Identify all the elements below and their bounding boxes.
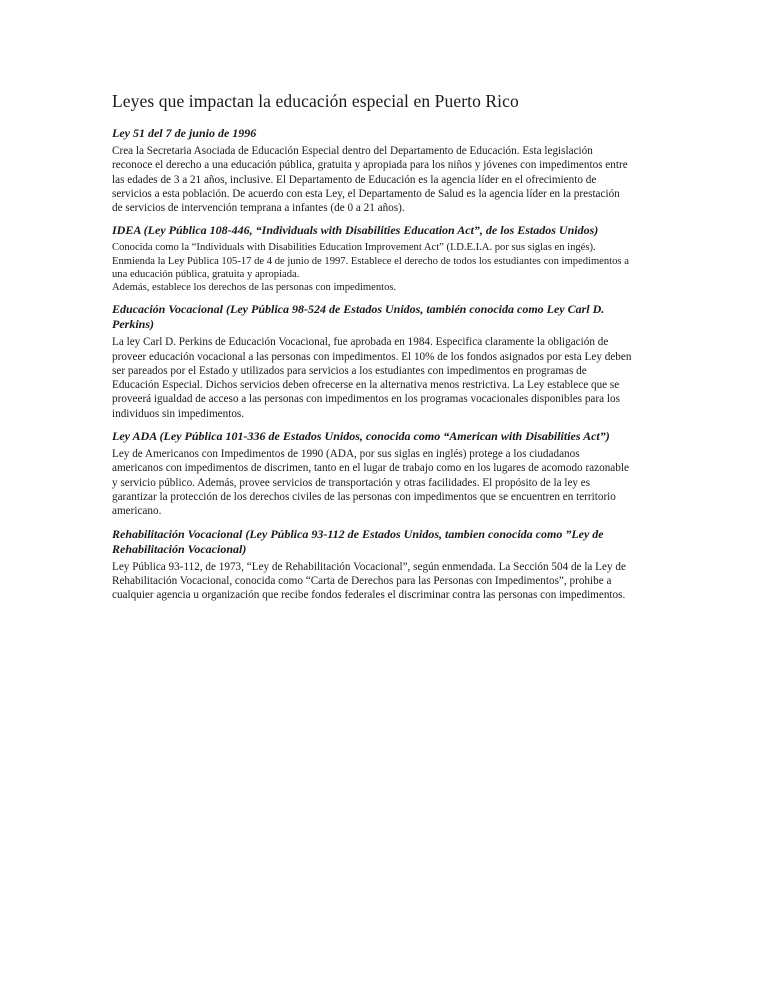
section-paragraph: La ley Carl D. Perkins de Educación Vocacional, fue aprobada en 1984. Especifica claramente la obligación de proveer educación vocacional a las personas con impedimentos. El 10% de los fondos asignados por esta Ley deben ser pareados por el Estado y utilizados para servicios a los estudiantes con impedimentos en programas de Educación Especial. Dichos servicios deben ofrecerse en la alternativa menos restrictiva. La Ley establece que se proveerá igualdad de acceso a las personas con impedimentos en los programas vocacionales disponibles para los individuos sin impedimentos. (112, 336, 632, 420)
section-paragraph: Crea la Secretaria Asociada de Educación Especial dentro del Departamento de Educación. Esta legislación reconoce el derecho a una educación pública, gratuita y apropiada para los niños y jóvenes con impedimentos entre las edades de 3 a 21 años, inclusive. El Departamento de Educación es la agencia líder en el ofrecimiento de servicios a esta población. De acuerdo con esta Ley, el Departamento de Salud es la agencia líder en la prestación de servicios de intervención temprana a infantes (de 0 a 21 años). (112, 145, 628, 215)
section-paragraph: Además, establece los derechos de las personas con impedimentos. (112, 282, 397, 294)
section-rehabilitacion-vocacional (112, 527, 632, 603)
section-paragraph: Ley Pública 93-112, de 1973, “Ley de Rehabilitación Vocacional”, según enmendada. La Sección 504 de la Ley de Rehabilitación Vocacional, conocida como “Carta de Derechos para las Personas con Impedimentos”, prohibe a cualquier agencia u organización que recibe fondos federales el discriminar contra las personas con impedimentos. (112, 560, 626, 602)
document-page (112, 90, 632, 610)
document-title: Leyes que impactan la educación especial en Puerto Rico (112, 91, 519, 111)
section-paragraph: Ley de Americanos con Impedimentos de 1990 (ADA, por sus siglas en inglés) protege a los ciudadanos americanos con impedimentos de discrimen, tanto en el lugar de trabajo como en los lugares de acomodo razonable y servicio público. Además, provee servicios de transportación y otras facilidades. El propósito de la ley es garantizar la protección de los derechos civiles de las personas con impedimentos que se encuentren en territorio americano. (112, 448, 629, 518)
section-heading: Ley ADA (Ley Pública 101-336 de Estados Unidos, conocida como “American with Disabilities Act”) (112, 429, 610, 444)
section-heading: Ley 51 del 7 de junio de 1996 (112, 126, 257, 140)
section-educacion-vocacional (112, 302, 632, 421)
section-idea (112, 223, 632, 294)
section-heading: Educación Vocacional (Ley Pública 98-524 de Estados Unidos, también conocida como Ley Carl D. Perkins) (112, 302, 605, 332)
section-ley-ada (112, 429, 632, 518)
section-heading: IDEA (Ley Pública 108-446, “Individuals with Disabilities Education Act”, de los Estados Unidos) (112, 223, 599, 238)
section-paragraph: Conocida como la “Individuals with Disabilities Education Improvement Act” (I.D.E.I.A. por sus siglas en ingés). Enmienda la Ley Pública 105-17 de 4 de junio de 1997. Establece el derecho de todos los estudiantes con impedimentos a una educación pública, gratuita y apropiada. (112, 242, 629, 280)
section-ley-51 (112, 126, 632, 215)
section-heading: Rehabilitación Vocacional (Ley Pública 93-112 de Estados Unidos, tambien conocida como ”Ley de Rehabilitación Vocacional) (112, 526, 604, 556)
